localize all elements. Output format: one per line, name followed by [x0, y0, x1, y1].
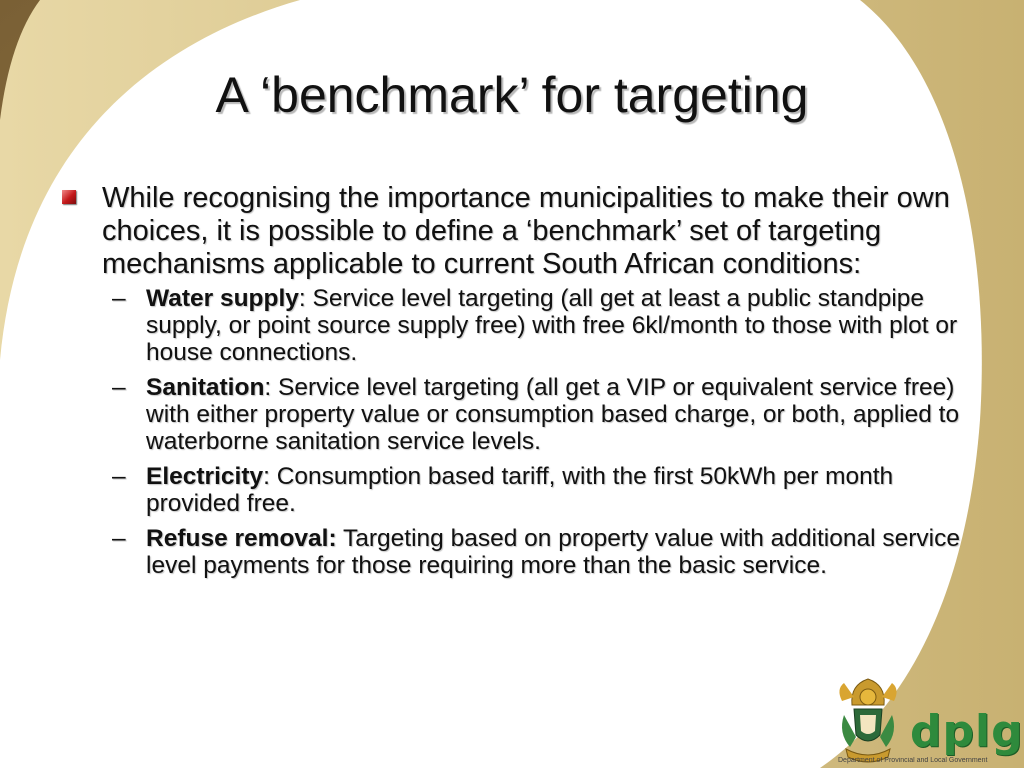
- dash-marker: –: [112, 285, 126, 312]
- slide-content: [62, 182, 972, 587]
- term-sanitation: Sanitation: [146, 374, 265, 401]
- desc-water-supply: : Service level targeting (all get at least a public standpipe supply, or point source supply free) with free 6kl/month to those with plot or house connections.: [146, 285, 958, 366]
- logo-caption: Department of Provincial and Local Government: [838, 757, 988, 764]
- slide-title: A ‘benchmark’ for targeting: [215, 67, 809, 123]
- desc-refuse-removal: Targeting based on property value with additional service level payments for those requiring more than the basic service.: [146, 525, 960, 579]
- term-electricity: Electricity: [146, 463, 264, 490]
- sub-item-electricity: [62, 463, 966, 517]
- term-refuse-removal: Refuse removal:: [146, 525, 337, 552]
- dplg-logo-text: dplg: [910, 706, 1024, 757]
- desc-sanitation: : Service level targeting (all get a VIP or equivalent service free) with either property value or consumption based charge, or both, applied to waterborne sanitation service levels.: [146, 374, 960, 455]
- sub-item-water-supply: [62, 285, 966, 366]
- dash-marker: –: [112, 525, 126, 552]
- red-square-bullet-icon: [62, 190, 76, 204]
- dash-marker: –: [112, 374, 126, 401]
- main-bullet-text: While recognising the importance municipalities to make their own choices, it is possible to define a ‘benchmark’ set of targeting mechanisms applicable to current South African conditions:: [102, 182, 950, 280]
- sub-item-refuse-removal: [62, 525, 966, 579]
- term-water-supply: Water supply: [146, 285, 299, 312]
- sub-bullet-list: [62, 285, 972, 579]
- sub-item-sanitation: [62, 374, 966, 455]
- desc-electricity: : Consumption based tariff, with the first 50kWh per month provided free.: [146, 463, 894, 517]
- dash-marker: –: [112, 463, 126, 490]
